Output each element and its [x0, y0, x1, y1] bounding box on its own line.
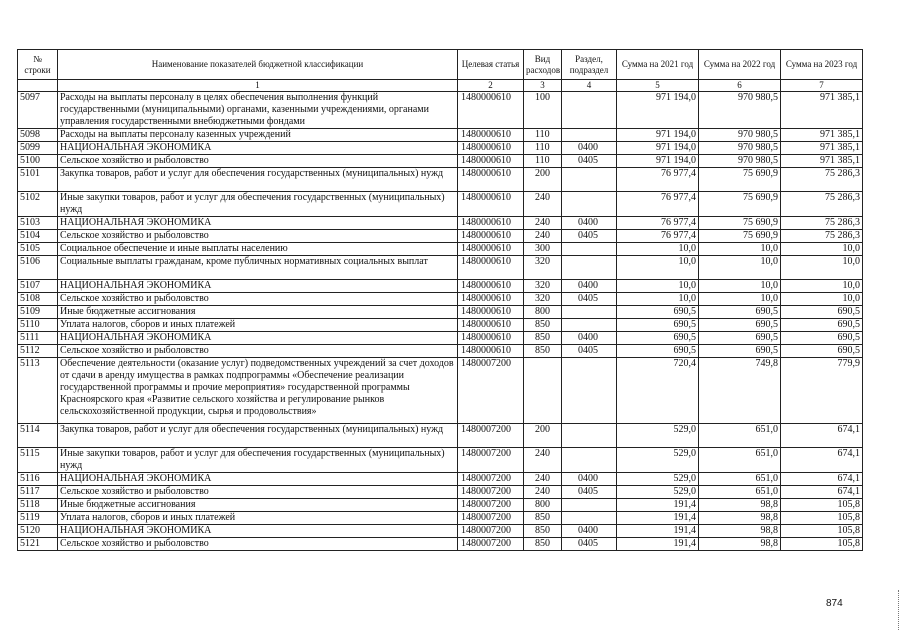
section-code: 0400 [562, 280, 617, 293]
indicator-name: Уплата налогов, сборов и иных платежей [58, 319, 458, 332]
expense-type: 100 [524, 92, 562, 129]
expense-type: 800 [524, 306, 562, 319]
sum-2022: 690,5 [699, 345, 781, 358]
section-code [562, 129, 617, 142]
sum-2023: 690,5 [781, 332, 863, 345]
sum-2023: 971 385,1 [781, 155, 863, 168]
sum-2022: 75 690,9 [699, 192, 781, 217]
section-code [562, 424, 617, 448]
sum-2022: 651,0 [699, 424, 781, 448]
sum-2021: 10,0 [617, 293, 699, 306]
header-row-number: № строки [18, 50, 58, 80]
row-number: 5112 [18, 345, 58, 358]
sum-2021: 10,0 [617, 256, 699, 280]
sum-2022: 10,0 [699, 243, 781, 256]
sum-2023: 105,8 [781, 512, 863, 525]
expense-type: 240 [524, 192, 562, 217]
target-article: 1480007200 [458, 538, 524, 551]
expense-type: 850 [524, 345, 562, 358]
sum-2021: 690,5 [617, 306, 699, 319]
target-article: 1480000610 [458, 332, 524, 345]
sum-2022: 75 690,9 [699, 168, 781, 192]
sum-2022: 75 690,9 [699, 230, 781, 243]
sum-2023: 75 286,3 [781, 230, 863, 243]
table-row [18, 230, 863, 243]
row-number: 5105 [18, 243, 58, 256]
target-article: 1480007200 [458, 358, 524, 424]
row-number: 5120 [18, 525, 58, 538]
sum-2023: 105,8 [781, 538, 863, 551]
target-article: 1480007200 [458, 473, 524, 486]
expense-type: 320 [524, 280, 562, 293]
section-code [562, 168, 617, 192]
row-number: 5110 [18, 319, 58, 332]
section-code [562, 358, 617, 424]
section-code [562, 243, 617, 256]
indicator-name: НАЦИОНАЛЬНАЯ ЭКОНОМИКА [58, 332, 458, 345]
sum-2023: 674,1 [781, 486, 863, 499]
table-body [18, 92, 863, 551]
expense-type: 320 [524, 256, 562, 280]
indicator-name: Сельское хозяйство и рыболовство [58, 155, 458, 168]
row-number: 5106 [18, 256, 58, 280]
table-row [18, 293, 863, 306]
sum-2021: 690,5 [617, 345, 699, 358]
target-article: 1480000610 [458, 319, 524, 332]
indicator-name: Иные закупки товаров, работ и услуг для обеспечения государственных (муниципальных) нужд [58, 448, 458, 473]
sum-2021: 529,0 [617, 486, 699, 499]
sum-2021: 971 194,0 [617, 155, 699, 168]
row-number: 5116 [18, 473, 58, 486]
target-article: 1480000610 [458, 92, 524, 129]
section-code: 0405 [562, 486, 617, 499]
sum-2023: 10,0 [781, 243, 863, 256]
section-code: 0400 [562, 217, 617, 230]
sum-2023: 674,1 [781, 424, 863, 448]
column-number: 5 [617, 80, 699, 92]
indicator-name: НАЦИОНАЛЬНАЯ ЭКОНОМИКА [58, 217, 458, 230]
expense-type: 110 [524, 155, 562, 168]
target-article: 1480000610 [458, 155, 524, 168]
table-row [18, 142, 863, 155]
header-indicator-name: Наименование показателей бюджетной классификации [58, 50, 458, 80]
sum-2021: 971 194,0 [617, 129, 699, 142]
row-number: 5107 [18, 280, 58, 293]
sum-2023: 75 286,3 [781, 217, 863, 230]
sum-2021: 690,5 [617, 319, 699, 332]
scan-edge-mark [898, 590, 901, 630]
table-row [18, 499, 863, 512]
sum-2022: 749,8 [699, 358, 781, 424]
sum-2021: 191,4 [617, 525, 699, 538]
section-code [562, 92, 617, 129]
sum-2022: 10,0 [699, 256, 781, 280]
sum-2021: 10,0 [617, 280, 699, 293]
section-code: 0405 [562, 230, 617, 243]
indicator-name: НАЦИОНАЛЬНАЯ ЭКОНОМИКА [58, 473, 458, 486]
section-code: 0405 [562, 155, 617, 168]
target-article: 1480000610 [458, 256, 524, 280]
section-code [562, 512, 617, 525]
table-row [18, 358, 863, 424]
expense-type: 800 [524, 499, 562, 512]
row-number: 5114 [18, 424, 58, 448]
expense-type: 240 [524, 448, 562, 473]
row-number: 5101 [18, 168, 58, 192]
sum-2021: 529,0 [617, 424, 699, 448]
sum-2023: 674,1 [781, 473, 863, 486]
header-sum-2022: Сумма на 2022 год [699, 50, 781, 80]
header-sum-2023: Сумма на 2023 год [781, 50, 863, 80]
section-code: 0405 [562, 345, 617, 358]
expense-type: 300 [524, 243, 562, 256]
sum-2022: 98,8 [699, 525, 781, 538]
sum-2023: 690,5 [781, 319, 863, 332]
sum-2021: 529,0 [617, 448, 699, 473]
section-code [562, 448, 617, 473]
table-row [18, 319, 863, 332]
expense-type: 240 [524, 473, 562, 486]
target-article: 1480000610 [458, 168, 524, 192]
sum-2022: 651,0 [699, 486, 781, 499]
row-number: 5109 [18, 306, 58, 319]
section-code [562, 192, 617, 217]
row-number: 5117 [18, 486, 58, 499]
sum-2021: 76 977,4 [617, 168, 699, 192]
expense-type: 850 [524, 512, 562, 525]
target-article: 1480000610 [458, 293, 524, 306]
expense-type: 110 [524, 129, 562, 142]
indicator-name: НАЦИОНАЛЬНАЯ ЭКОНОМИКА [58, 280, 458, 293]
indicator-name: Социальные выплаты гражданам, кроме публичных нормативных социальных выплат [58, 256, 458, 280]
target-article: 1480007200 [458, 499, 524, 512]
target-article: 1480000610 [458, 243, 524, 256]
sum-2023: 105,8 [781, 499, 863, 512]
table-row [18, 512, 863, 525]
expense-type [524, 358, 562, 424]
indicator-name: Расходы на выплаты персоналу в целях обеспечения выполнения функций государственными (муниципальными) органами, казенными учреждениями, органами управления государственными внебюджетными фондами [58, 92, 458, 129]
table-row [18, 424, 863, 448]
header-sum-2021: Сумма на 2021 год [617, 50, 699, 80]
section-code [562, 306, 617, 319]
sum-2021: 191,4 [617, 538, 699, 551]
section-code: 0405 [562, 293, 617, 306]
section-code [562, 256, 617, 280]
indicator-name: Иные закупки товаров, работ и услуг для обеспечения государственных (муниципальных) нужд [58, 192, 458, 217]
expense-type: 240 [524, 486, 562, 499]
indicator-name: Иные бюджетные ассигнования [58, 499, 458, 512]
expense-type: 850 [524, 319, 562, 332]
sum-2023: 10,0 [781, 256, 863, 280]
target-article: 1480000610 [458, 280, 524, 293]
target-article: 1480000610 [458, 192, 524, 217]
table-row [18, 192, 863, 217]
expense-type: 850 [524, 538, 562, 551]
sum-2021: 971 194,0 [617, 142, 699, 155]
expense-type: 240 [524, 217, 562, 230]
table-row [18, 168, 863, 192]
sum-2021: 76 977,4 [617, 230, 699, 243]
indicator-name: Сельское хозяйство и рыболовство [58, 230, 458, 243]
table-row [18, 129, 863, 142]
indicator-name: Иные бюджетные ассигнования [58, 306, 458, 319]
expense-type: 200 [524, 168, 562, 192]
table-row [18, 448, 863, 473]
target-article: 1480007200 [458, 486, 524, 499]
row-number: 5108 [18, 293, 58, 306]
section-code: 0400 [562, 473, 617, 486]
target-article: 1480000610 [458, 230, 524, 243]
sum-2022: 98,8 [699, 512, 781, 525]
column-number: 7 [781, 80, 863, 92]
sum-2023: 971 385,1 [781, 142, 863, 155]
table-row [18, 256, 863, 280]
sum-2023: 674,1 [781, 448, 863, 473]
sum-2021: 720,4 [617, 358, 699, 424]
column-number: 3 [524, 80, 562, 92]
expense-type: 110 [524, 142, 562, 155]
sum-2022: 651,0 [699, 448, 781, 473]
indicator-name: Обеспечение деятельности (оказание услуг) подведомственных учреждений за счет доходов от сдачи в аренду имущества в рамках подпрограммы «Обеспечение реализации государственной программы и прочие мероприятия» государственной программы Красноярского края «Развитие сельского хозяйства и регулирование рынков сельскохозяйственной продукции, сырья и продовольствия» [58, 358, 458, 424]
indicator-name: Сельское хозяйство и рыболовство [58, 345, 458, 358]
target-article: 1480000610 [458, 345, 524, 358]
target-article: 1480000610 [458, 306, 524, 319]
column-number: 6 [699, 80, 781, 92]
row-number: 5118 [18, 499, 58, 512]
section-code: 0400 [562, 142, 617, 155]
sum-2021: 191,4 [617, 499, 699, 512]
table-row [18, 92, 863, 129]
sum-2023: 75 286,3 [781, 168, 863, 192]
column-number: 2 [458, 80, 524, 92]
target-article: 1480007200 [458, 448, 524, 473]
sum-2023: 690,5 [781, 306, 863, 319]
sum-2022: 970 980,5 [699, 92, 781, 129]
sum-2022: 10,0 [699, 280, 781, 293]
row-number: 5097 [18, 92, 58, 129]
sum-2021: 76 977,4 [617, 217, 699, 230]
sum-2022: 651,0 [699, 473, 781, 486]
expense-type: 850 [524, 332, 562, 345]
sum-2022: 10,0 [699, 293, 781, 306]
sum-2021: 690,5 [617, 332, 699, 345]
indicator-name: НАЦИОНАЛЬНАЯ ЭКОНОМИКА [58, 142, 458, 155]
target-article: 1480000610 [458, 129, 524, 142]
column-number-row [18, 80, 863, 92]
section-code [562, 499, 617, 512]
sum-2023: 10,0 [781, 280, 863, 293]
target-article: 1480007200 [458, 525, 524, 538]
target-article: 1480007200 [458, 424, 524, 448]
target-article: 1480000610 [458, 142, 524, 155]
section-code: 0400 [562, 332, 617, 345]
section-code: 0405 [562, 538, 617, 551]
table-row [18, 332, 863, 345]
expense-type: 320 [524, 293, 562, 306]
sum-2023: 690,5 [781, 345, 863, 358]
table-row [18, 280, 863, 293]
header-target-article: Целевая статья [458, 50, 524, 80]
expense-type: 200 [524, 424, 562, 448]
header-section: Раздел, подраздел [562, 50, 617, 80]
row-number: 5100 [18, 155, 58, 168]
table-row [18, 473, 863, 486]
section-code [562, 319, 617, 332]
indicator-name: Закупка товаров, работ и услуг для обеспечения государственных (муниципальных) нужд [58, 168, 458, 192]
budget-table [17, 49, 863, 551]
table-row [18, 243, 863, 256]
row-number: 5115 [18, 448, 58, 473]
target-article: 1480000610 [458, 217, 524, 230]
table-row [18, 345, 863, 358]
target-article: 1480007200 [458, 512, 524, 525]
sum-2022: 970 980,5 [699, 155, 781, 168]
header-expense-type: Вид расходов [524, 50, 562, 80]
row-number: 5121 [18, 538, 58, 551]
column-number: 4 [562, 80, 617, 92]
row-number: 5103 [18, 217, 58, 230]
indicator-name: Закупка товаров, работ и услуг для обеспечения государственных (муниципальных) нужд [58, 424, 458, 448]
table-row [18, 525, 863, 538]
table-row [18, 538, 863, 551]
sum-2022: 98,8 [699, 499, 781, 512]
sum-2022: 690,5 [699, 332, 781, 345]
row-number: 5111 [18, 332, 58, 345]
row-number: 5098 [18, 129, 58, 142]
expense-type: 240 [524, 230, 562, 243]
table-row [18, 486, 863, 499]
sum-2021: 971 194,0 [617, 92, 699, 129]
indicator-name: Социальное обеспечение и иные выплаты населению [58, 243, 458, 256]
expense-type: 850 [524, 525, 562, 538]
row-number: 5113 [18, 358, 58, 424]
header-row [18, 50, 863, 80]
indicator-name: НАЦИОНАЛЬНАЯ ЭКОНОМИКА [58, 525, 458, 538]
sum-2021: 76 977,4 [617, 192, 699, 217]
sum-2023: 10,0 [781, 293, 863, 306]
column-number [18, 80, 58, 92]
row-number: 5104 [18, 230, 58, 243]
indicator-name: Уплата налогов, сборов и иных платежей [58, 512, 458, 525]
column-number: 1 [58, 80, 458, 92]
sum-2023: 75 286,3 [781, 192, 863, 217]
sum-2022: 690,5 [699, 306, 781, 319]
sum-2022: 970 980,5 [699, 129, 781, 142]
sum-2023: 971 385,1 [781, 92, 863, 129]
sum-2021: 10,0 [617, 243, 699, 256]
sum-2022: 970 980,5 [699, 142, 781, 155]
sum-2022: 98,8 [699, 538, 781, 551]
section-code: 0400 [562, 525, 617, 538]
sum-2022: 690,5 [699, 319, 781, 332]
indicator-name: Расходы на выплаты персоналу казенных учреждений [58, 129, 458, 142]
table-row [18, 155, 863, 168]
sum-2023: 105,8 [781, 525, 863, 538]
sum-2021: 191,4 [617, 512, 699, 525]
row-number: 5099 [18, 142, 58, 155]
indicator-name: Сельское хозяйство и рыболовство [58, 486, 458, 499]
sum-2021: 529,0 [617, 473, 699, 486]
table-row [18, 217, 863, 230]
row-number: 5119 [18, 512, 58, 525]
indicator-name: Сельское хозяйство и рыболовство [58, 293, 458, 306]
page-number: 874 [826, 598, 843, 609]
sum-2023: 779,9 [781, 358, 863, 424]
row-number: 5102 [18, 192, 58, 217]
sum-2023: 971 385,1 [781, 129, 863, 142]
sum-2022: 75 690,9 [699, 217, 781, 230]
indicator-name: Сельское хозяйство и рыболовство [58, 538, 458, 551]
table-row [18, 306, 863, 319]
